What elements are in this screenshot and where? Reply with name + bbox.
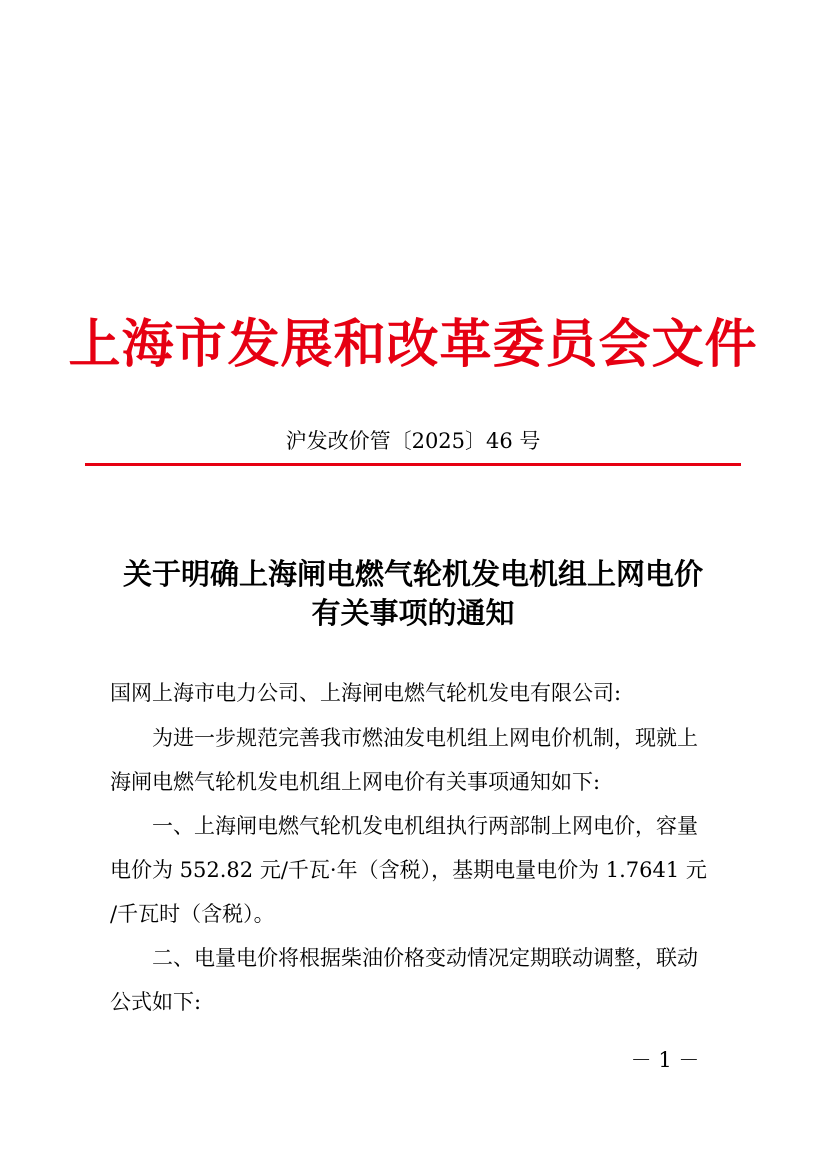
notice-title-line-1: 关于明确上海闸电燃气轮机发电机组上网电价 — [122, 557, 703, 591]
body-line: /千瓦时（含税）。 — [110, 902, 275, 926]
org-header-title: 上海市发展和改革委员会文件 — [68, 314, 758, 375]
page-number: － 1 － — [630, 1048, 700, 1072]
body-line: 公式如下: — [110, 990, 202, 1014]
body-line: 海闸电燃气轮机发电机组上网电价有关事项通知如下: — [110, 770, 601, 794]
body-line: 二、电量电价将根据柴油价格变动情况定期联动调整，联动 — [110, 946, 698, 970]
body-line: 为进一步规范完善我市燃油发电机组上网电价机制，现就上 — [110, 726, 698, 750]
red-divider-line — [85, 463, 741, 466]
body-line: 电价为 552.82 元/千瓦·年（含税），基期电量电价为 1.7641 元 — [110, 858, 707, 882]
document-number: 沪发改价管〔2025〕46 号 — [285, 429, 541, 453]
body-line: 一、上海闸电燃气轮机发电机组执行两部制上网电价，容量 — [110, 814, 698, 838]
addressee-line: 国网上海市电力公司、上海闸电燃气轮机发电有限公司: — [110, 681, 622, 705]
notice-title-line-2: 有关事项的通知 — [311, 596, 515, 630]
